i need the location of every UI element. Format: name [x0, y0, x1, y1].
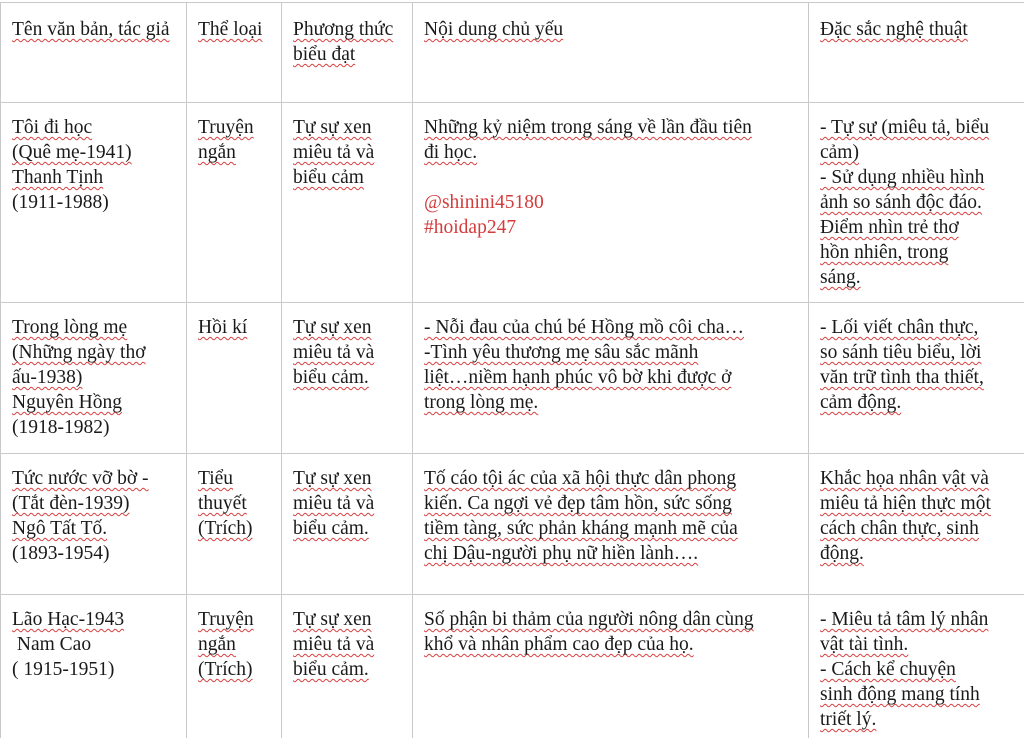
- cell-method: Tự sự xen miêu tả và biểu cảm.: [282, 454, 413, 595]
- cell-work: Tôi đi học (Quê mẹ-1941) Thanh Tịnh (1911-1988): [1, 103, 187, 303]
- cell-genre: Hồi kí: [187, 303, 282, 454]
- table-row: [1, 454, 1024, 595]
- header-art: Đặc sắc nghệ thuật: [809, 3, 1024, 103]
- cell-method: Tự sự xen miêu tả và biểu cảm.: [282, 595, 413, 738]
- cell-method: Tự sự xen miêu tả và biểu cảm.: [282, 303, 413, 454]
- cell-content: Tố cáo tội ác của xã hội thực dân phong kiến. Ca ngợi vẻ đẹp tâm hồn, sức sống tiềm tàng, sức phản kháng mạnh mẽ của chị Dậu-người phụ nữ hiền lành….: [413, 454, 809, 595]
- cell-work: Tức nước vỡ bờ - (Tắt đèn-1939) Ngô Tất Tố. (1893-1954): [1, 454, 187, 595]
- cell-work: Lão Hạc-1943 Nam Cao ( 1915-1951): [1, 595, 187, 738]
- header-method: Phương thức biểu đạt: [282, 3, 413, 103]
- literature-table: [0, 2, 1024, 738]
- cell-genre: Tiểu thuyết (Trích): [187, 454, 282, 595]
- cell-art: - Lối viết chân thực, so sánh tiêu biểu, lời văn trữ tình tha thiết, cảm động.: [809, 303, 1024, 454]
- cell-genre: Truyện ngắn (Trích): [187, 595, 282, 738]
- cell-genre: Truyện ngắn: [187, 103, 282, 303]
- table-row: [1, 103, 1024, 303]
- table-row: [1, 595, 1024, 738]
- cell-work: Trong lòng mẹ (Những ngày thơ ấu-1938) Nguyên Hồng (1918-1982): [1, 303, 187, 454]
- cell-content: Số phận bi thảm của người nông dân cùng khổ và nhân phẩm cao đẹp của họ.: [413, 595, 809, 738]
- header-work: Tên văn bản, tác giả: [1, 3, 187, 103]
- cell-content: - Nỗi đau của chú bé Hồng mồ côi cha… -Tình yêu thương mẹ sâu sắc mãnh liệt…niềm hạnh phúc vô bờ khi được ở trong lòng mẹ.: [413, 303, 809, 454]
- header-genre: Thể loại: [187, 3, 282, 103]
- cell-method: Tự sự xen miêu tả và biểu cảm: [282, 103, 413, 303]
- cell-art: - Tự sự (miêu tả, biểu cảm) - Sử dụng nhiều hình ảnh so sánh độc đáo. Điểm nhìn trẻ thơ hồn nhiên, trong sáng.: [809, 103, 1024, 303]
- cell-content: Những kỷ niệm trong sáng về lần đầu tiên đi học. @shinini45180 #hoidap247: [413, 103, 809, 303]
- cell-art: - Miêu tả tâm lý nhân vật tài tình. - Cách kể chuyện sinh động mang tính triết lý.: [809, 595, 1024, 738]
- header-row: [1, 3, 1024, 103]
- table-row: [1, 303, 1024, 454]
- watermark-username: @shinini45180: [424, 192, 544, 213]
- cell-art: Khắc họa nhân vật và miêu tả hiện thực một cách chân thực, sinh động.: [809, 454, 1024, 595]
- watermark-hashtag: #hoidap247: [424, 217, 517, 238]
- header-content: Nội dung chủ yếu: [413, 3, 809, 103]
